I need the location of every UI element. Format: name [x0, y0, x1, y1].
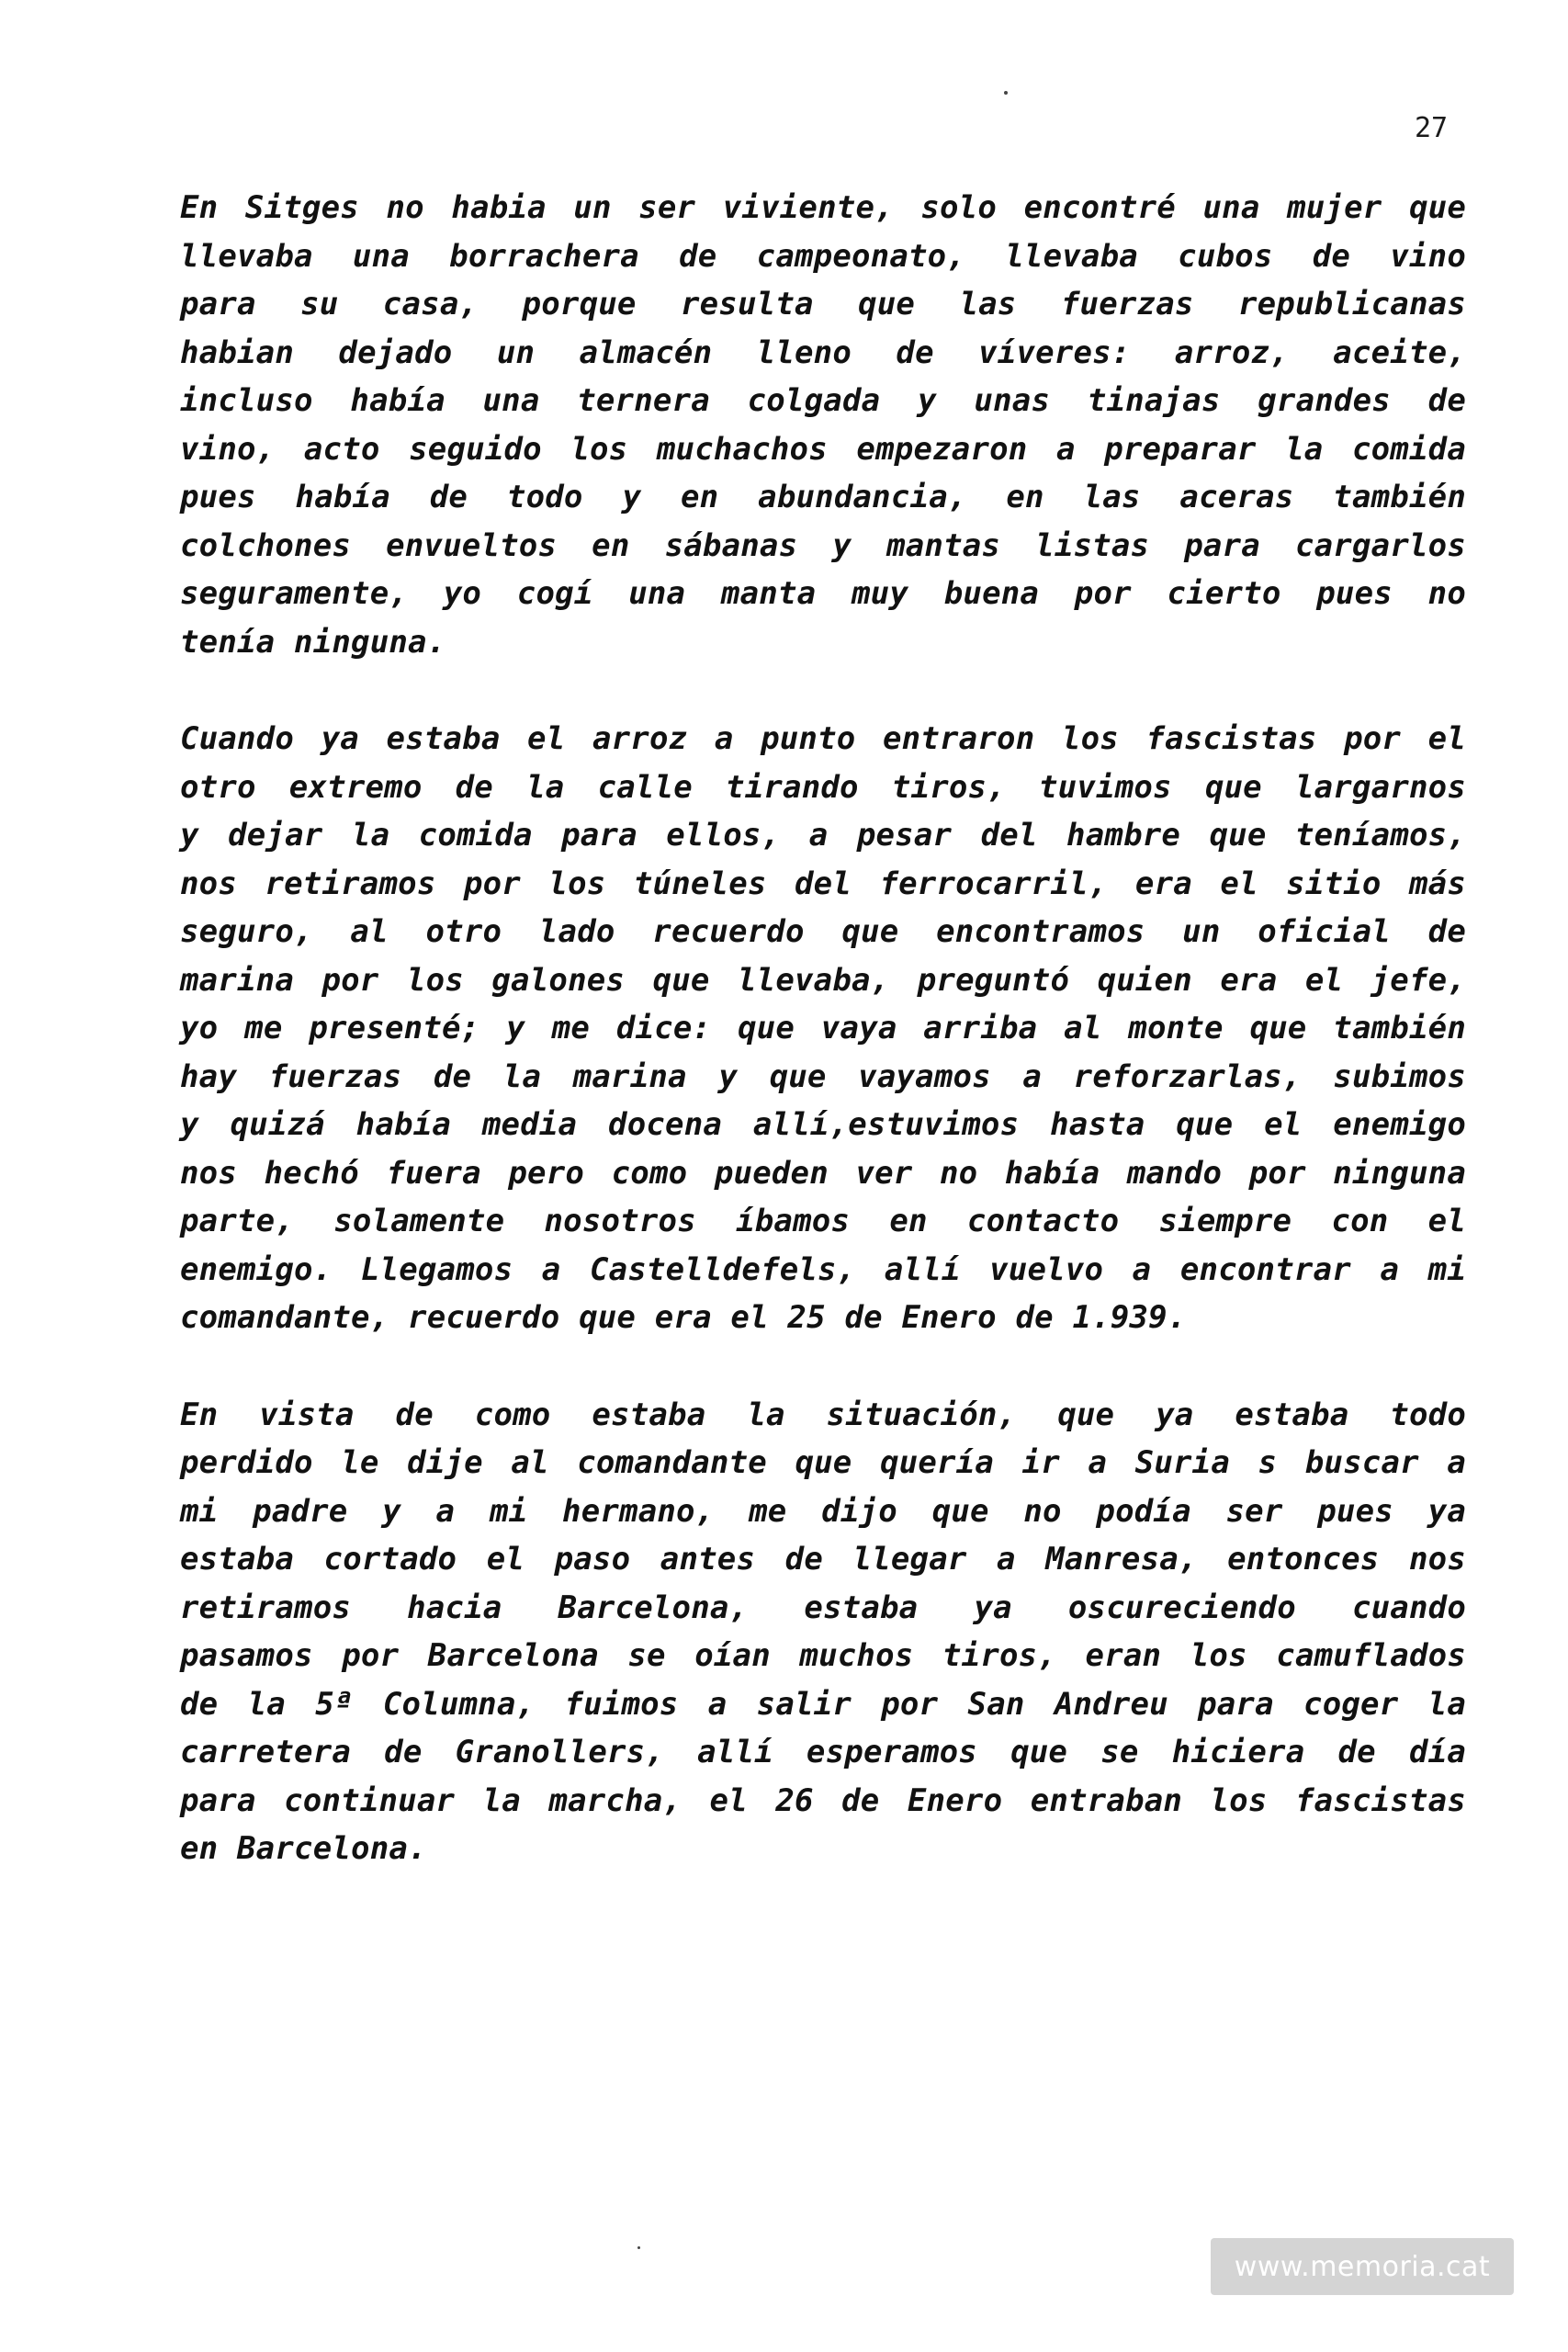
paragraph-2 — [180, 715, 1466, 1342]
text-line: tenía ninguna. — [180, 623, 446, 661]
text-line: seguro, al otro lado recuerdo que encontramos un oficial de — [180, 913, 1466, 950]
text-line: enemigo. Llegamos a Castelldefels, allí vuelvo a encontrar a mi — [180, 1250, 1466, 1288]
page-number: 27 — [1415, 112, 1449, 144]
text-line: para su casa, porque resulta que las fuerzas republicanas — [180, 286, 1466, 322]
text-line: En vista de como estaba la situación, que ya estaba todo — [180, 1396, 1466, 1433]
text-line: carretera de Granollers, allí esperamos que se hiciera de día — [180, 1734, 1466, 1770]
text-line: vino, acto seguido los muchachos empezaron a preparar la comida — [180, 430, 1466, 468]
body-text — [180, 184, 1466, 1922]
text-line: Cuando ya estaba el arroz a punto entraron los fascistas por el — [180, 720, 1466, 757]
text-line: y dejar la comida para ellos, a pesar del hambre que teníamos, — [180, 817, 1466, 854]
text-line: incluso había una ternera colgada y unas tinajas grandes de — [180, 382, 1466, 419]
text-line: yo me presenté; y me dice: que vaya arriba al monte que también — [180, 1010, 1466, 1046]
text-line: de la 5ª Columna, fuimos a salir por San Andreu para coger la — [180, 1685, 1466, 1723]
text-line: perdido le dije al comandante que quería ir a Suria s buscar a — [180, 1444, 1466, 1481]
text-line: seguramente, yo cogí una manta muy buena por cierto pues no — [180, 575, 1466, 612]
text-line: pues había de todo y en abundancia, en las aceras también — [180, 479, 1466, 515]
text-line: y quizá había media docena allí,estuvimos hasta que el enemigo — [180, 1106, 1466, 1143]
text-line: habian dejado un almacén lleno de víveres: arroz, aceite, — [180, 334, 1466, 371]
paragraph-1 — [180, 184, 1466, 666]
text-line: colchones envueltos en sábanas y mantas listas para cargarlos — [180, 526, 1466, 564]
text-line: parte, solamente nosotros íbamos en contacto siempre con el — [180, 1203, 1466, 1239]
text-line: comandante, recuerdo que era el 25 de Enero de 1.939. — [180, 1299, 1187, 1336]
text-line: retiramos hacia Barcelona, estaba ya oscureciendo cuando — [180, 1589, 1466, 1626]
watermark-badge[interactable]: www.memoria.cat — [1211, 2238, 1514, 2295]
text-line: llevaba una borrachera de campeonato, llevaba cubos de vino — [180, 237, 1466, 275]
text-line: en Barcelona. — [180, 1830, 427, 1867]
text-line: pasamos por Barcelona se oían muchos tiros, eran los camuflados — [180, 1637, 1466, 1674]
text-line: mi padre y a mi hermano, me dijo que no podía ser pues ya — [180, 1492, 1466, 1530]
text-line: nos retiramos por los túneles del ferrocarril, era el sitio más — [180, 865, 1466, 902]
text-line: marina por los galones que llevaba, preguntó quien era el jefe, — [180, 961, 1466, 999]
text-line: hay fuerzas de la marina y que vayamos a reforzarlas, subimos — [180, 1057, 1466, 1095]
text-line: nos hechó fuera pero como pueden ver no había mando por ninguna — [180, 1154, 1466, 1192]
text-line: estaba cortado el paso antes de llegar a Manresa, entonces nos — [180, 1541, 1466, 1577]
text-line: para continuar la marcha, el 26 de Enero entraban los fascistas — [180, 1781, 1466, 1819]
paragraph-3 — [180, 1391, 1466, 1873]
scan-speck — [637, 2246, 640, 2249]
text-line: En Sitges no habia un ser viviente, solo encontré una mujer que — [180, 189, 1466, 226]
text-line: otro extremo de la calle tirando tiros, tuvimos que largarnos — [180, 768, 1466, 806]
scan-speck — [1004, 91, 1008, 95]
